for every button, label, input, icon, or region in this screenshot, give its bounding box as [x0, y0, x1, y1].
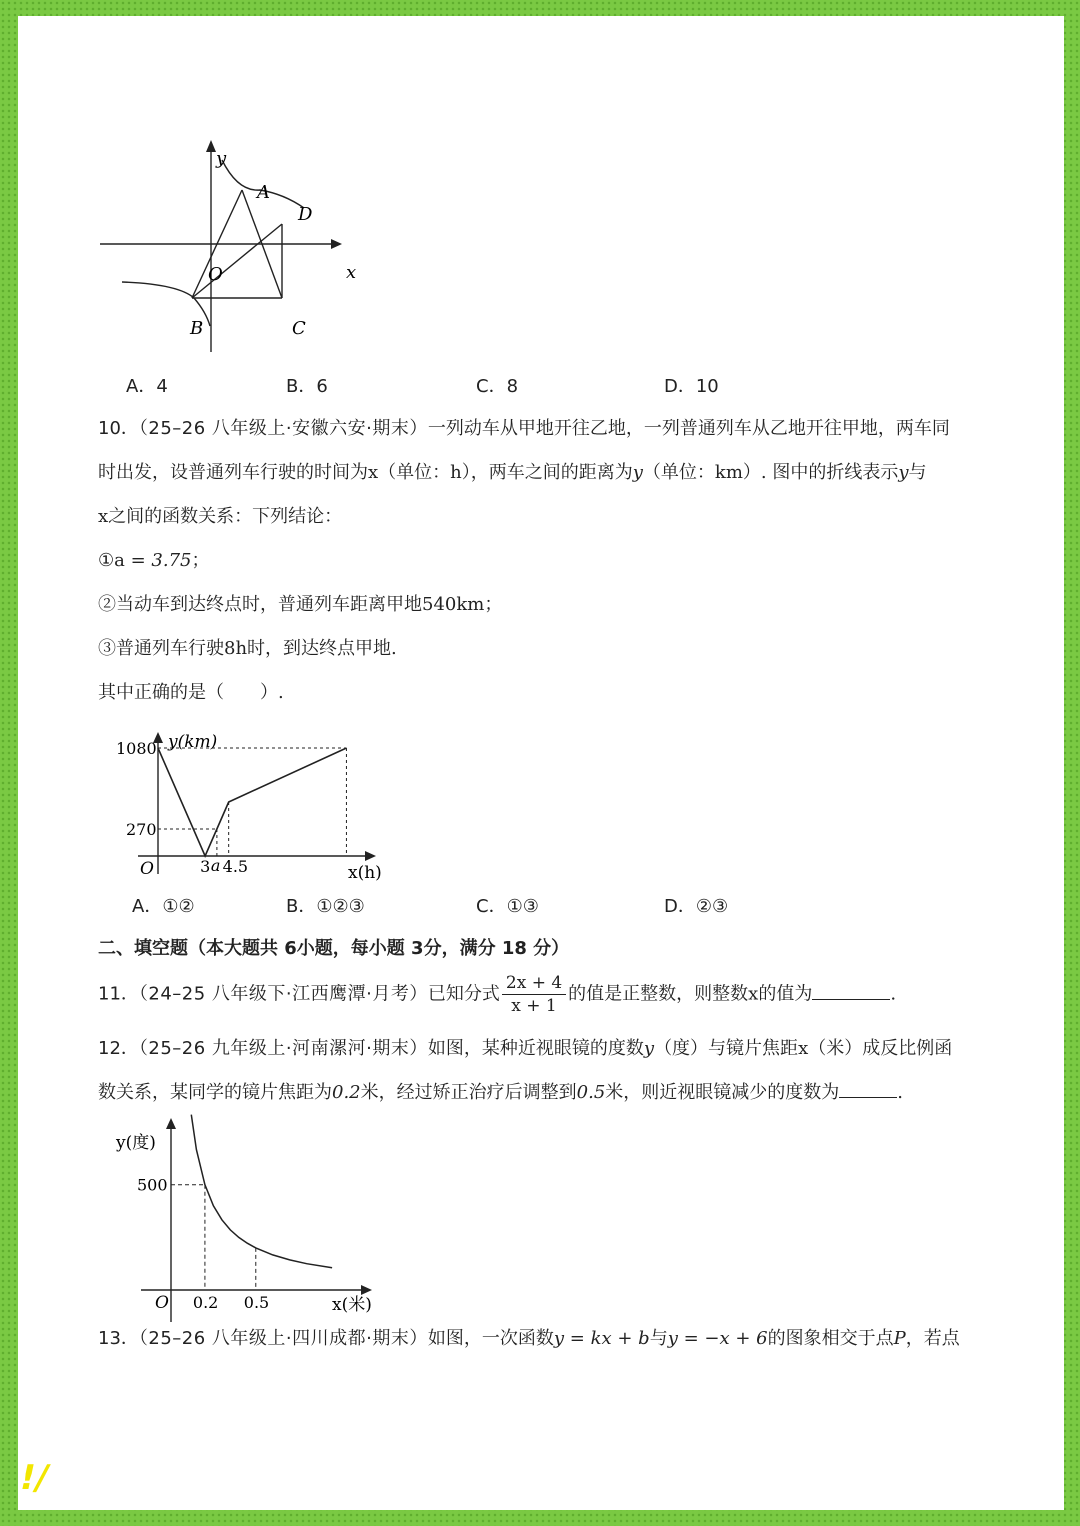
- q13-equation-1: y = kx + b: [553, 1328, 650, 1349]
- q10-c1-a: ①a =: [98, 550, 152, 571]
- q10-source: （25–26 八年级上·安徽六安·期末）: [138, 418, 428, 439]
- q13-text-d: ，若点: [905, 1328, 960, 1349]
- q10-option-b[interactable]: B．①②③: [286, 896, 365, 917]
- q10-c3: ③普通列车行驶8h时，到达终点甲地.: [98, 638, 397, 659]
- q9-option-c[interactable]: C．8: [476, 376, 519, 397]
- q9-y-arrow: [206, 140, 216, 152]
- q10-option-a[interactable]: A．①②: [132, 896, 195, 917]
- q9-label-x: x: [346, 262, 357, 283]
- q11-number: 11．: [98, 983, 139, 1005]
- q12-var-y: y: [643, 1038, 655, 1059]
- q12-curve: [191, 1115, 332, 1268]
- q10-ask: [98, 678, 284, 704]
- q10-conclusion-2: [98, 590, 502, 616]
- q10-conclusion-1: [98, 546, 209, 572]
- q10-line-2: [98, 458, 927, 484]
- q9-option-a[interactable]: A．4: [126, 376, 168, 397]
- q10-text-2b: （单位：h），两车之间的距离为: [378, 462, 633, 483]
- q10-ylabel: y(km): [168, 732, 218, 752]
- q10-text-2c: （单位：km）. 图中的折线表示: [642, 462, 899, 483]
- q9-label-a: A: [257, 182, 270, 203]
- q12-source: （25–26 九年级上·河南漯河·期末）: [138, 1038, 428, 1059]
- q12-text-2a: 数关系，某同学的镜片焦距为: [98, 1082, 332, 1103]
- q10-line-3: [98, 502, 342, 528]
- q11-line: [98, 972, 896, 1017]
- q10-text-2d: 与: [908, 462, 927, 483]
- q11-text-b: 的值是正整数，则整数x的值为: [568, 983, 813, 1005]
- q9-option-b[interactable]: B．6: [286, 376, 328, 397]
- q9-figure-svg: [98, 134, 368, 374]
- q13-source: （25–26 八年级上·四川成都·期末）: [138, 1328, 428, 1349]
- q11-source: （24–25 八年级下·江西鹰潭·月考）: [138, 983, 428, 1005]
- q10-chart: [90, 716, 390, 883]
- q13-text-b: 与: [649, 1328, 668, 1349]
- q12-y-arrow: [166, 1118, 176, 1129]
- q12-ylabel: y(度): [116, 1133, 156, 1153]
- q12-value-1: 0.2: [332, 1082, 361, 1103]
- q10-var-y: y: [632, 462, 643, 483]
- q10-text-2a: 时出发，设普通列车行驶的时间为: [98, 462, 368, 483]
- q11-frac-denominator: x + 1: [511, 996, 557, 1016]
- q10-option-d[interactable]: D．②③: [664, 896, 729, 917]
- q10-number: 10．: [98, 418, 139, 439]
- q10-c1-b: 3.75: [151, 550, 192, 571]
- q9-label-y: y: [216, 148, 227, 169]
- q9-figure: [98, 134, 368, 374]
- q12-text-2d: .: [897, 1082, 904, 1103]
- q13-point-p: P: [893, 1328, 906, 1349]
- q12-value-2: 0.5: [576, 1082, 606, 1103]
- q12-chart-svg: [96, 1112, 386, 1315]
- q10-line-1: [98, 414, 950, 440]
- q10-text-1: 一列动车从甲地开往乙地，一列普通列车从乙地开往甲地，两车同: [427, 418, 950, 439]
- section-heading: 二、填空题（本大题共 6小题，每小题 3分，满分 18 分）: [98, 938, 570, 959]
- q9-x-arrow: [331, 239, 342, 249]
- q11-text-a: 已知分式: [427, 983, 500, 1005]
- q12-xtick-label: 0.5: [243, 1293, 270, 1312]
- q13-line: [98, 1324, 960, 1350]
- q10-origin-label: O: [140, 859, 154, 879]
- q12-xtick-label: 0.2: [192, 1293, 219, 1312]
- q13-equation-2: y = −x + 6: [667, 1328, 768, 1349]
- q9-label-d: D: [298, 204, 313, 225]
- q9-label-b: B: [190, 318, 204, 339]
- q12-origin-label: O: [155, 1293, 169, 1313]
- q12-line-2: [98, 1078, 903, 1104]
- q12-text-2b: 米，经过矫正治疗后调整到: [360, 1082, 577, 1103]
- q12-answer-blank[interactable]: [839, 1081, 897, 1098]
- q10-xtick-label: 3: [200, 857, 211, 876]
- q13-text-a: 如图，一次函数: [427, 1328, 554, 1349]
- q10-ytick-label: 270: [126, 820, 157, 839]
- q10-xlabel: x(h): [348, 863, 382, 883]
- q9-option-d[interactable]: D．10: [664, 376, 719, 397]
- q10-xtick-label: 4.5: [222, 857, 249, 876]
- q12-text-1c: （米）成反比例函: [808, 1038, 953, 1059]
- q12-chart: [96, 1112, 386, 1315]
- q12-text-1a: 如图，某种近视眼镜的度数: [427, 1038, 644, 1059]
- q13-number: 13．: [98, 1328, 139, 1349]
- q9-label-c: C: [292, 318, 306, 339]
- q13-text-c: 的图象相交于点: [767, 1328, 894, 1349]
- worksheet-page: [15, 16, 1064, 1510]
- q12-text-1b: （度）与镜片焦距: [654, 1038, 799, 1059]
- q10-xtick-label: a: [210, 856, 221, 875]
- q12-number: 12．: [98, 1038, 139, 1059]
- q10-ytick-label: 1080: [116, 739, 157, 758]
- q10-var-y2: y: [898, 462, 909, 483]
- q12-xlabel: x(米): [332, 1295, 372, 1315]
- q11-answer-blank[interactable]: [812, 983, 890, 1000]
- q10-ask-text: 其中正确的是（ ）.: [98, 682, 284, 703]
- q10-x-arrow: [365, 851, 376, 861]
- q10-option-c[interactable]: C．①③: [476, 896, 539, 917]
- q11-fraction: [502, 972, 566, 1017]
- q10-text-3: x之间的函数关系：下列结论：: [98, 506, 343, 527]
- q12-line-1: [98, 1034, 952, 1060]
- corner-logo-mark: !/: [15, 1458, 53, 1498]
- q10-c1-c: ；: [191, 550, 210, 571]
- q12-var-x: x: [798, 1038, 809, 1059]
- q12-text-2c: 米，则近视眼镜减少的度数为: [605, 1082, 840, 1103]
- q10-conclusion-3: [98, 634, 397, 660]
- q11-text-c: .: [890, 983, 897, 1005]
- q12-x-arrow: [361, 1285, 372, 1295]
- q10-chart-svg: [90, 716, 390, 883]
- q11-frac-numerator: 2x + 4: [502, 972, 566, 995]
- q12-ytick-label: 500: [137, 1175, 168, 1195]
- q10-var-x: x: [368, 462, 379, 483]
- q9-label-o: O: [208, 264, 223, 285]
- q10-c2: ②当动车到达终点时，普通列车距离甲地540km；: [98, 594, 503, 615]
- q10-series-line: [158, 748, 346, 856]
